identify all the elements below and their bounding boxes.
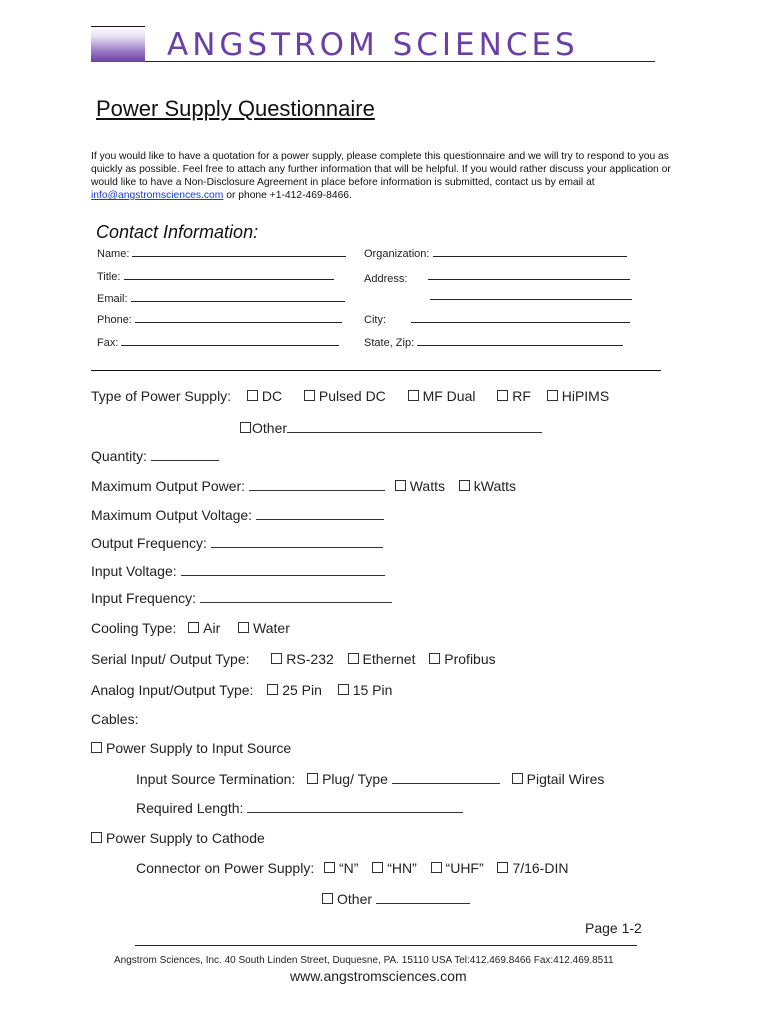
max-voltage-row bbox=[91, 507, 384, 523]
pulsed-dc-option: Pulsed DC bbox=[318, 388, 386, 404]
other-connector-row bbox=[322, 891, 470, 907]
input-voltage-row bbox=[91, 563, 385, 579]
page-title: Power Supply Questionnaire bbox=[96, 96, 375, 121]
email-field[interactable] bbox=[97, 292, 345, 305]
phone-label: Phone: bbox=[97, 314, 132, 326]
pigtail-label: Pigtail Wires bbox=[526, 771, 605, 787]
max-power-label: Maximum Output Power: bbox=[91, 478, 246, 494]
ethernet-option: Ethernet bbox=[362, 651, 416, 667]
input-voltage-label: Input Voltage: bbox=[91, 563, 177, 579]
hipims-checkbox[interactable] bbox=[547, 390, 558, 401]
footer-rule bbox=[135, 945, 637, 946]
mf-dual-checkbox[interactable] bbox=[408, 390, 419, 401]
other-connector-label: Other bbox=[337, 891, 373, 907]
output-frequency-row bbox=[91, 535, 383, 551]
connector-label: Connector on Power Supply: bbox=[136, 860, 315, 876]
rf-option: RF bbox=[512, 388, 531, 404]
25-pin-checkbox[interactable] bbox=[267, 684, 278, 695]
water-option: Water bbox=[253, 620, 290, 636]
phone-field[interactable] bbox=[97, 313, 342, 326]
serial-row bbox=[91, 651, 496, 667]
ethernet-checkbox[interactable] bbox=[348, 653, 359, 664]
input-frequency-line[interactable] bbox=[200, 592, 392, 603]
email-line[interactable] bbox=[131, 292, 345, 302]
max-power-row bbox=[91, 478, 516, 494]
cooling-label: Cooling Type: bbox=[91, 620, 177, 636]
pulsed-dc-checkbox[interactable] bbox=[304, 390, 315, 401]
kwatts-option: kWatts bbox=[473, 478, 517, 494]
contact-heading: Contact Information: bbox=[96, 222, 259, 242]
dc-checkbox[interactable] bbox=[247, 390, 258, 401]
hn-option: “HN” bbox=[387, 860, 417, 876]
required-length-label: Required Length: bbox=[136, 800, 244, 816]
title-line[interactable] bbox=[124, 270, 334, 280]
din-option: 7/16-DIN bbox=[512, 860, 569, 876]
rs232-option: RS-232 bbox=[286, 651, 334, 667]
organization-line[interactable] bbox=[433, 247, 627, 257]
ps-cathode-label: Power Supply to Cathode bbox=[106, 830, 265, 846]
name-label: Name: bbox=[97, 248, 130, 260]
uhf-option: “UHF” bbox=[445, 860, 484, 876]
address-line-1[interactable] bbox=[428, 270, 630, 280]
other-type-checkbox[interactable] bbox=[240, 422, 251, 433]
state-zip-label: State, Zip: bbox=[364, 337, 415, 349]
25-pin-option: 25 Pin bbox=[282, 682, 322, 698]
intro-text: If you would like to have a quotation for a power supply, please complete this questionnaire and we will try to respond to you as quickly as possible. Feel free to attach any further information that will be helpful. If you would rather discuss your application or would like to have a Non-Disclosure Agreement in place before information is submitted, contact us by email at bbox=[91, 151, 671, 188]
n-option: “N” bbox=[339, 860, 359, 876]
footer-address: Angstrom Sciences, Inc. 40 South Linden Street, Duquesne, PA. 15110 USA Tel:412.469.8466 Fax:412.469.8511 bbox=[114, 955, 614, 966]
city-line[interactable] bbox=[411, 313, 630, 323]
watts-option: Watts bbox=[409, 478, 445, 494]
city-label: City: bbox=[364, 314, 386, 326]
rs232-checkbox[interactable] bbox=[271, 653, 282, 664]
cooling-row bbox=[91, 620, 290, 636]
serial-label: Serial Input/ Output Type: bbox=[91, 651, 250, 667]
ps-input-label: Power Supply to Input Source bbox=[106, 740, 292, 756]
quantity-row bbox=[91, 448, 219, 464]
max-voltage-line[interactable] bbox=[256, 509, 384, 520]
max-voltage-label: Maximum Output Voltage: bbox=[91, 507, 253, 523]
name-field[interactable] bbox=[97, 247, 346, 260]
required-length-row bbox=[136, 800, 463, 816]
input-termination-label: Input Source Termination: bbox=[136, 771, 296, 787]
address-line-2[interactable] bbox=[430, 290, 632, 303]
title-label: Title: bbox=[97, 271, 121, 283]
profibus-checkbox[interactable] bbox=[429, 653, 440, 664]
hipims-option: HiPIMS bbox=[561, 388, 610, 404]
page-number: Page 1-2 bbox=[585, 920, 642, 936]
analog-label: Analog Input/Output Type: bbox=[91, 682, 254, 698]
footer-url[interactable]: www.angstromsciences.com bbox=[290, 968, 467, 984]
din-checkbox[interactable] bbox=[497, 862, 508, 873]
water-checkbox[interactable] bbox=[238, 622, 249, 633]
other-type-row bbox=[240, 420, 542, 436]
city-field[interactable] bbox=[364, 313, 630, 326]
input-termination-row bbox=[136, 771, 604, 787]
address-field[interactable] bbox=[364, 270, 630, 285]
watts-checkbox[interactable] bbox=[395, 480, 406, 491]
dc-option: DC bbox=[261, 388, 283, 404]
plug-type-label: Plug/ Type bbox=[322, 771, 388, 787]
rf-checkbox[interactable] bbox=[497, 390, 508, 401]
organization-label: Organization: bbox=[364, 248, 430, 260]
connector-row bbox=[136, 860, 568, 876]
intro-phone: or phone +1-412-469-8466. bbox=[223, 190, 352, 201]
analog-row bbox=[91, 682, 392, 698]
ps-input-checkbox[interactable] bbox=[91, 742, 102, 753]
ps-input-row bbox=[91, 740, 291, 756]
other-connector-line[interactable] bbox=[376, 893, 470, 904]
pigtail-checkbox[interactable] bbox=[512, 773, 523, 784]
15-pin-option: 15 Pin bbox=[352, 682, 393, 698]
logo-rule-top bbox=[91, 26, 145, 27]
n-checkbox[interactable] bbox=[324, 862, 335, 873]
type-row bbox=[91, 388, 609, 404]
plug-type-checkbox[interactable] bbox=[307, 773, 318, 784]
state-zip-field[interactable] bbox=[364, 336, 623, 349]
ps-cathode-checkbox[interactable] bbox=[91, 832, 102, 843]
max-power-line[interactable] bbox=[249, 480, 385, 491]
hn-checkbox[interactable] bbox=[372, 862, 383, 873]
other-type-label: Other bbox=[252, 420, 288, 436]
input-frequency-row bbox=[91, 590, 392, 606]
15-pin-checkbox[interactable] bbox=[338, 684, 349, 695]
state-zip-line[interactable] bbox=[417, 336, 623, 346]
brand-logo-text: ANGSTROM SCIENCES bbox=[167, 27, 579, 63]
other-connector-checkbox[interactable] bbox=[322, 893, 333, 904]
fax-line[interactable] bbox=[121, 336, 339, 346]
phone-line[interactable] bbox=[135, 313, 342, 323]
output-frequency-label: Output Frequency: bbox=[91, 535, 207, 551]
ps-cathode-row bbox=[91, 830, 265, 846]
fax-field[interactable] bbox=[97, 336, 339, 349]
output-frequency-line[interactable] bbox=[211, 537, 383, 548]
fax-label: Fax: bbox=[97, 337, 119, 349]
email-link[interactable]: info@angstromsciences.com bbox=[91, 190, 224, 201]
uhf-checkbox[interactable] bbox=[431, 862, 442, 873]
air-checkbox[interactable] bbox=[188, 622, 199, 633]
organization-field[interactable] bbox=[364, 247, 627, 260]
email-label: Email: bbox=[97, 293, 128, 305]
address-label: Address: bbox=[364, 273, 408, 285]
title-field[interactable] bbox=[97, 270, 334, 283]
air-option: Air bbox=[203, 620, 221, 636]
required-length-line[interactable] bbox=[247, 802, 463, 813]
address-line-2-blank[interactable] bbox=[430, 290, 632, 300]
logo-mark bbox=[91, 26, 145, 62]
section-divider bbox=[91, 370, 661, 371]
type-label: Type of Power Supply: bbox=[91, 388, 232, 404]
intro-paragraph bbox=[91, 150, 691, 202]
name-line[interactable] bbox=[132, 247, 346, 257]
profibus-option: Profibus bbox=[444, 651, 496, 667]
quantity-line[interactable] bbox=[151, 450, 219, 461]
input-voltage-line[interactable] bbox=[181, 565, 385, 576]
input-frequency-label: Input Frequency: bbox=[91, 590, 197, 606]
kwatts-checkbox[interactable] bbox=[459, 480, 470, 491]
cables-heading: Cables: bbox=[91, 711, 139, 727]
plug-type-line[interactable] bbox=[392, 773, 500, 784]
mf-dual-option: MF Dual bbox=[422, 388, 476, 404]
quantity-label: Quantity: bbox=[91, 448, 148, 464]
other-type-line[interactable] bbox=[287, 422, 542, 433]
